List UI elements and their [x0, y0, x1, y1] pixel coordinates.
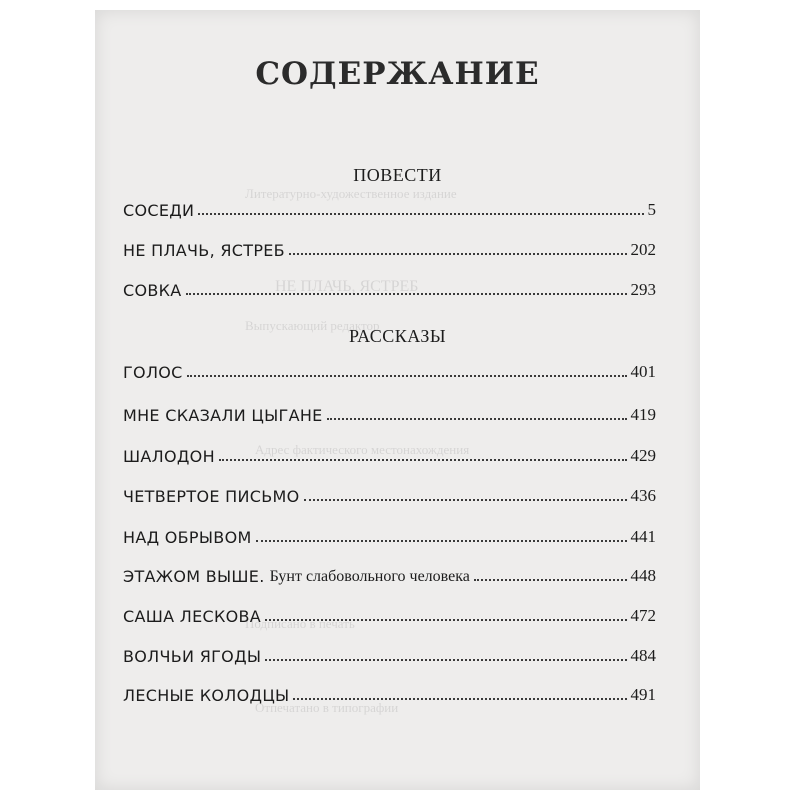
toc-entry-title: ЧЕТВЕРТОЕ ПИСЬМО — [123, 487, 300, 506]
toc-entry-title: НАД ОБРЫВОМ — [123, 528, 252, 547]
toc-entry[interactable] — [123, 642, 656, 666]
show-through-text: Литературно-художественное издание — [245, 186, 457, 201]
page-title: СОДЕРЖАНИЕ — [255, 56, 540, 92]
toc-entry-title: ГОЛОС — [123, 363, 183, 382]
toc-entry-title: ВОЛЧЬИ ЯГОДЫ — [123, 647, 262, 666]
toc-entry[interactable] — [123, 276, 656, 300]
leader-dots — [265, 659, 626, 661]
toc-entry-page: 293 — [630, 280, 656, 299]
leader-dots — [289, 253, 627, 255]
leader-dots — [265, 619, 626, 621]
leader-dots — [304, 499, 627, 501]
toc-entry-page: 436 — [630, 486, 656, 505]
toc-entry-title: ЭТАЖОМ ВЫШЕ. — [123, 567, 265, 586]
toc-entry[interactable] — [123, 523, 656, 547]
leader-dots — [293, 698, 626, 700]
toc-entry-page: 441 — [630, 527, 656, 546]
toc-entry[interactable] — [123, 236, 656, 260]
leader-dots — [219, 459, 627, 461]
book-page — [95, 10, 700, 790]
leader-dots — [186, 293, 627, 295]
toc-entry-page: 491 — [630, 685, 656, 704]
toc-entry-title: СОСЕДИ — [123, 201, 195, 220]
toc-entry-page: 401 — [630, 362, 656, 381]
toc-entry[interactable] — [123, 482, 656, 506]
toc-entry[interactable] — [123, 196, 656, 220]
toc-entry-page: 419 — [630, 405, 656, 424]
show-through-text: НЕ ПЛАЧЬ, ЯСТРЕБ — [275, 278, 419, 295]
toc-entry-title: МНЕ СКАЗАЛИ ЦЫГАНЕ — [123, 406, 323, 425]
section-heading-rasskazy: РАССКАЗЫ — [348, 326, 447, 346]
toc-entry-title: ШАЛОДОН — [123, 447, 215, 466]
toc-entry-title: НЕ ПЛАЧЬ, ЯСТРЕБ — [123, 241, 285, 260]
leader-dots — [474, 579, 627, 581]
toc-entry-page: 5 — [647, 200, 656, 219]
show-through-text: Адрес фактического местонахождения — [255, 442, 470, 457]
show-through-text: Отпечатано в типографии — [255, 700, 399, 715]
show-through-text: Выпускающий редактор — [245, 318, 380, 333]
section-heading-povesti: ПОВЕСТИ — [353, 165, 442, 185]
toc-entry-subtitle: Бунт слабовольного человека — [269, 568, 470, 585]
toc-entry-page: 429 — [630, 446, 656, 465]
toc-entry-page: 202 — [630, 240, 656, 259]
toc-entry-page: 448 — [630, 566, 656, 585]
show-through-text: Подписано в печать — [245, 616, 355, 631]
toc-entry-title: СОВКА — [123, 281, 182, 300]
leader-dots — [327, 418, 627, 420]
toc-entry[interactable] — [123, 401, 656, 425]
toc-entry-title: ЛЕСНЫЕ КОЛОДЦЫ — [123, 686, 290, 705]
leader-dots — [187, 375, 627, 377]
toc-entry-title: САША ЛЕСКОВА — [123, 607, 262, 626]
toc-entry[interactable] — [123, 562, 656, 586]
toc-entry[interactable] — [123, 358, 656, 382]
toc-entry-page: 472 — [630, 606, 656, 625]
toc-entry[interactable] — [123, 681, 656, 705]
toc-entry[interactable] — [123, 602, 656, 626]
toc-entry-page: 484 — [630, 646, 656, 665]
toc-entry[interactable] — [123, 442, 656, 466]
leader-dots — [256, 540, 627, 542]
leader-dots — [198, 213, 643, 215]
